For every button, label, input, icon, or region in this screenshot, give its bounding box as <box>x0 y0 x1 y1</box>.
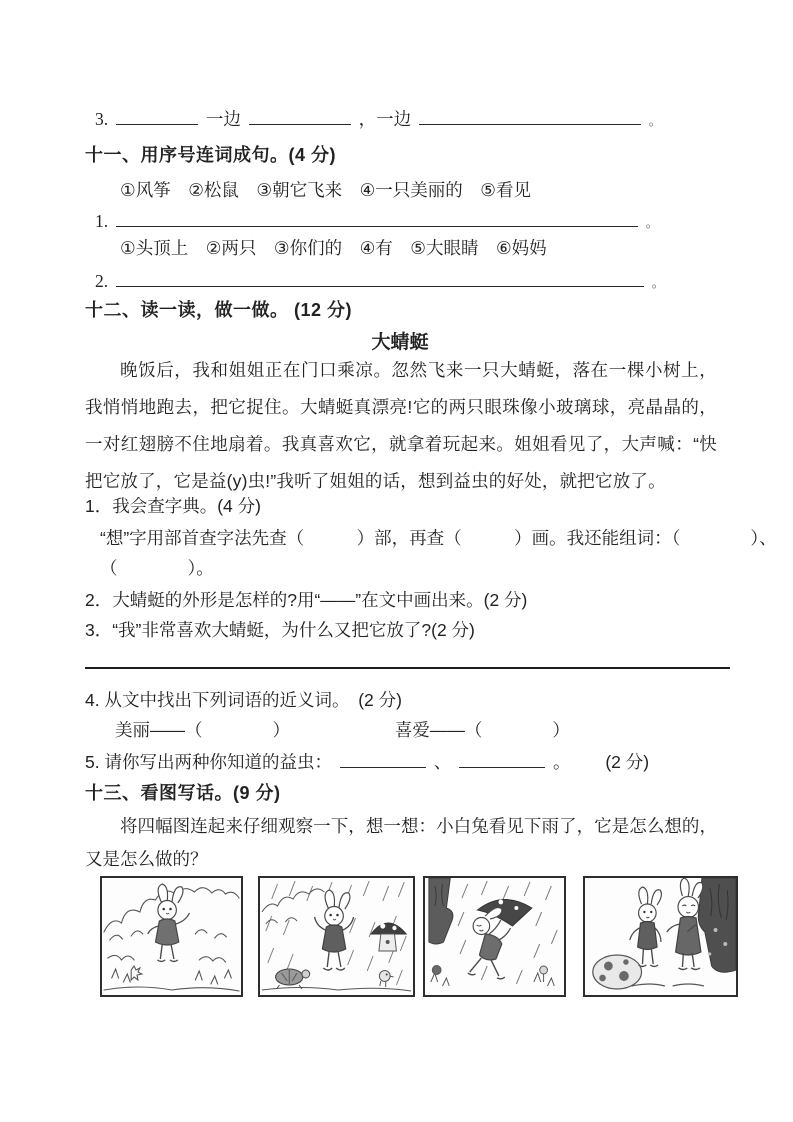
question-1: 1．我会查字典。(4 分) <box>85 496 261 516</box>
question-5 <box>85 749 649 775</box>
answer-blank <box>116 209 638 227</box>
turtle <box>276 969 310 989</box>
story-panel-1 <box>100 876 243 997</box>
section-11-heading: 十一、用序号连词成句。(4 分) <box>85 145 336 165</box>
fill-text-a: 一边 <box>205 109 241 129</box>
story-panel-4 <box>583 876 738 997</box>
end-period: 。 <box>645 216 658 230</box>
passage-title: 大蜻蜓 <box>371 332 429 353</box>
section-12-heading: 十二、读一读，做一做。 (12 分) <box>85 300 353 320</box>
end-period: 。 <box>552 752 571 772</box>
answer-number: 1. <box>95 211 109 231</box>
question-2: 2．大蜻蜓的外形是怎样的?用“——”在文中画出来。(2 分) <box>85 590 528 610</box>
chick <box>379 971 393 988</box>
answer-line-1 <box>95 208 658 236</box>
story-panel-2 <box>258 876 415 997</box>
mushroom <box>371 923 406 951</box>
question-1-detail-line-1: “想”字用部首查字法先查（ ）部，再查（ ）画。我还能组词：（ ）、 <box>100 528 777 548</box>
synonym-pair-right: 喜爱——（ ） <box>394 720 570 740</box>
answer-number: 2. <box>95 271 109 291</box>
rabbit-figure <box>148 884 190 962</box>
mushroom <box>593 955 642 989</box>
question-4-pairs <box>115 717 570 743</box>
question-5-text: 5. 请你写出两种你知道的益虫： <box>85 752 332 772</box>
word-group-1: ①风筝 ②松鼠 ③朝它飞来 ④一只美丽的 ⑤看见 <box>120 180 531 200</box>
fill-question-3 <box>95 106 661 134</box>
question-3: 3．“我”非常喜欢大蜻蜓，为什么又把它放了?(2 分) <box>85 620 475 640</box>
tree-trunk <box>429 878 453 944</box>
writing-instruction: 将四幅图连起来仔细观察一下，想一想：小白兔看见下雨了，它是怎么想的，又是怎么做的？ <box>85 816 717 869</box>
young-rabbit-figure <box>630 887 662 967</box>
answer-line-2 <box>95 268 664 296</box>
answer-blank <box>116 269 644 287</box>
word-group-2: ①头顶上 ②两只 ③你们的 ④有 ⑤大眼睛 ⑥妈妈 <box>120 238 547 258</box>
rabbit-carrying-mushroom-illustration <box>425 878 564 995</box>
answer-rule-line <box>85 667 730 669</box>
question-number: 3. <box>95 109 109 129</box>
question-4: 4. 从文中找出下列词语的近义词。 (2 分) <box>85 690 402 710</box>
list-separator: 、 <box>433 752 452 772</box>
end-period: 。 <box>648 114 661 128</box>
synonym-pair-left: 美丽——（ ） <box>115 720 290 740</box>
rabbit-figure <box>315 890 354 970</box>
rabbit-in-rain-illustration <box>260 878 413 995</box>
end-period: 。 <box>651 276 664 290</box>
question-1-detail-line-2: （ ）。 <box>100 558 214 578</box>
mother-rabbit-figure <box>667 878 703 970</box>
score-label: (2 分) <box>605 752 650 772</box>
answer-blank <box>340 750 426 768</box>
answer-blank <box>459 750 545 768</box>
fill-text-b: ，一边 <box>358 109 412 129</box>
section-13-heading: 十三、看图写话。(9 分) <box>85 783 281 803</box>
rabbits-with-mushroom-home-illustration <box>585 878 736 995</box>
dark-tree <box>698 878 736 972</box>
story-panel-3 <box>423 876 566 997</box>
reading-passage: 晚饭后，我和姐姐正在门口乘凉。忽然飞来一只大蜻蜓，落在一棵小树上，我悄悄地跑去，把它捉住。大蜻蜓真漂亮!它的两只眼珠像小玻璃球，亮晶晶的，一对红翅膀不住地扇着。我真喜欢它，就拿着玩起来。姐姐看见了，大声喊：“快把它放了，它是益(y)虫!”我听了姐姐的话，想到益虫的好处，就把它放了。 <box>85 360 717 491</box>
rabbit-in-meadow-illustration <box>102 878 241 995</box>
answer-blank <box>419 107 641 125</box>
answer-blank <box>116 107 198 125</box>
answer-blank <box>249 107 351 125</box>
